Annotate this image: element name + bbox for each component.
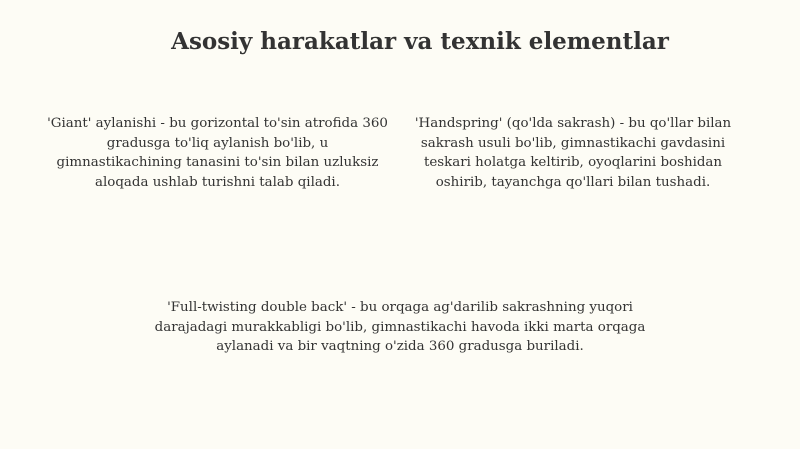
slide-title: Asosiy harakatlar va texnik elementlar — [171, 28, 669, 55]
paragraph-giant: 'Giant' aylanishi - bu gorizontal to'sin atrofida 360 gradusga to'liq aylanish bo'lib, u gimnastikachining tanasini to'sin bilan uzluksiz aloqada ushlab turishni talab qiladi. — [47, 116, 388, 190]
paragraph-handspring: 'Handspring' (qo'lda sakrash) - bu qo'llar bilan sakrash usuli bo'lib, gimnastikachi gavdasini teskari holatga keltirib, oyoqlarini boshidan oshirib, tayanchga qo'llari bilan tushadi. — [414, 116, 732, 190]
paragraph-full-twisting: 'Full-twisting double back' - bu orqaga ag'darilib sakrashning yuqori darajadagi murakkabligi bo'lib, gimnastikachi havoda ikki marta orqaga aylanadi va bir vaqtning o'zida 360 gradusga buriladi. — [154, 300, 646, 354]
